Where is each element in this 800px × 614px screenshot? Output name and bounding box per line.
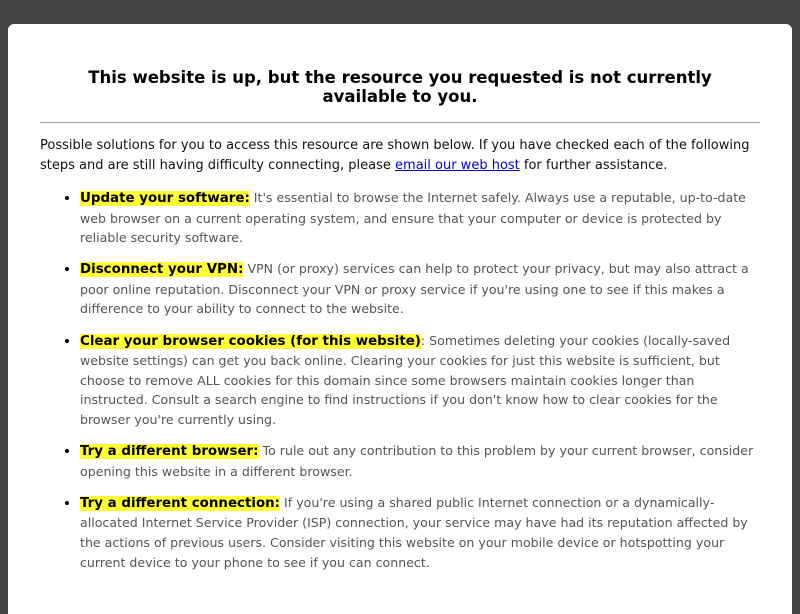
intro-text: Possible solutions for you to access this resource are shown below. If you have checked each of the following steps and are still having difficulty connecting, please — [40, 138, 750, 173]
list-item — [80, 441, 760, 481]
solution-title: Disconnect your VPN: — [80, 262, 244, 278]
list-item — [80, 331, 760, 430]
solution-text: : Sometimes deleting your cookies (locally-saved website settings) can get you back online. Clearing your cookies for just this website is sufficient, but choose to remove ALL cookies for this domain since some browsers maintain cookies longer than instructed. Consult a search engine to find instructions if you don't know how to clear cookies for the browser you're currently using. — [80, 332, 731, 427]
solution-title: Clear your browser cookies (for this website) — [80, 333, 421, 349]
divider — [40, 122, 760, 123]
solution-title: Try a different connection: — [80, 495, 281, 511]
list-item — [80, 493, 760, 572]
intro-text-end: for further assistance. — [519, 158, 668, 173]
solution-text: If you're using a shared public Internet connection or a dynamically-allocated Internet Service Provider (ISP) connection, your service may have had its reputation affected by the actions of previous users. Consider visiting this website on your mobile device or hotspotting your current device to your phone to see if you can connect. — [80, 494, 748, 570]
solution-text: It's essential to browse the Internet safely. Always use a reputable, up-to-date web browser on a current operating system, and ensure that your computer or device is protected by reliable security software. — [80, 190, 746, 246]
solution-text: VPN (or proxy) services can help to protect your privacy, but may also attract a poor online reputation. Disconnect your VPN or proxy service if you're using one to see if this makes a difference to your ability to connect to the website. — [80, 261, 749, 317]
list-item — [80, 259, 760, 319]
solutions-list — [40, 188, 760, 572]
page-title: This website is up, but the resource you requested is not currently available to you. — [88, 68, 712, 106]
list-item — [80, 188, 760, 248]
intro-paragraph — [40, 136, 760, 176]
email-web-host-link[interactable]: email our web host — [395, 158, 520, 173]
error-page — [8, 24, 792, 614]
solution-title: Update your software: — [80, 191, 250, 206]
solution-title: Try a different browser: — [80, 444, 259, 460]
solution-text: To rule out any contribution to this problem by your current browser, consider opening this website in a different browser. — [80, 443, 754, 479]
